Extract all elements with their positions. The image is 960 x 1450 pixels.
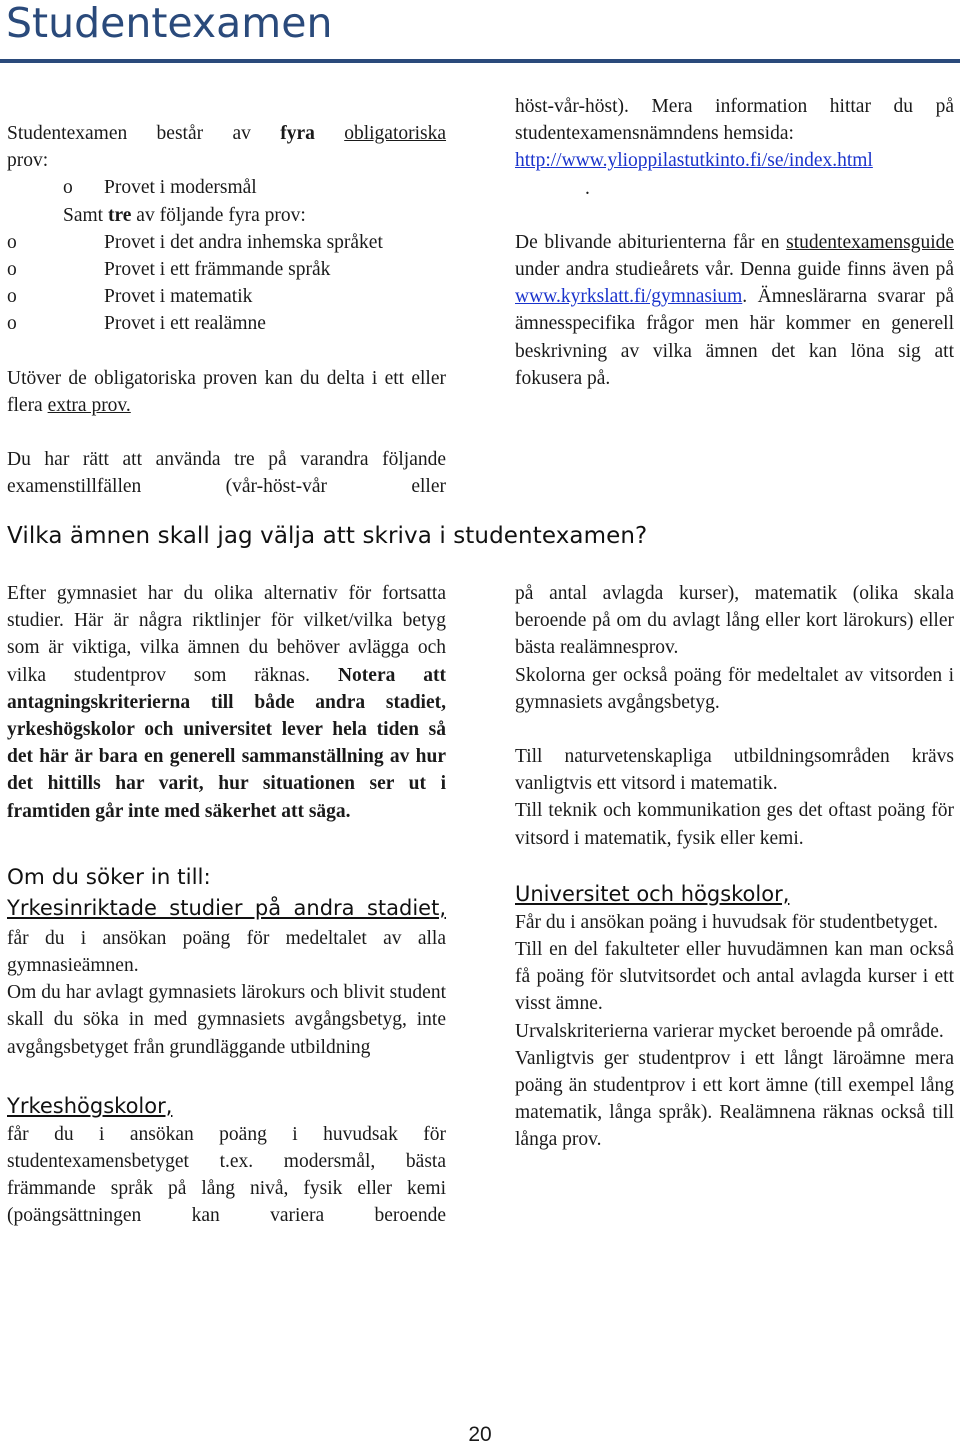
university-paragraph: Urvalskriterierna varierar mycket beroende på område. <box>515 1020 944 1042</box>
link-tail: . <box>585 177 590 199</box>
bullet-marker: o <box>7 313 17 335</box>
info-paragraph: höst-vår-höst). Mera information hittar du på studentexamensnämndens hemsida: <box>515 96 954 145</box>
intro-text: Studentexamen består av <box>7 123 251 144</box>
page-title: Studentexamen <box>6 0 333 47</box>
guide-paragraph <box>515 229 954 392</box>
list-item <box>7 229 446 256</box>
extra-exams-link[interactable]: extra prov. <box>47 394 131 416</box>
university-heading: Universitet och högskolor, <box>515 881 790 906</box>
vocational-paragraph: får du i ansökan poäng för medeltalet av alla gymnasieämnen. <box>7 927 446 977</box>
amk-paragraph: får du i ansökan poäng i huvudsak för studentexamensbetyget t.ex. modersmål, bästa främmande språk på lång nivå, fysik eller kemi (poängsättningen kan variera beroende <box>7 1123 446 1227</box>
list-item <box>7 310 446 337</box>
list-item-text: Provet i ett främmande språk <box>104 259 331 281</box>
bullet-marker: o <box>7 259 17 281</box>
university-paragraph: Till en del fakulteter eller huvudämnen kan man också få poäng för slutvitsordet och antal avlagda kurser i ett visst ämne. <box>515 939 954 1015</box>
choose-line <box>7 202 446 229</box>
vocational-heading: Yrkesinriktade studier på andra stadiet, <box>7 895 446 920</box>
school-website-link[interactable]: www.kyrkslatt.fi/gymnasium <box>515 286 743 308</box>
criteria-paragraph: Skolorna ger också poäng för medeltalet av vitsorden i gymnasiets avgångsbetyg. <box>515 664 954 713</box>
criteria-paragraph: på antal avlagda kurser), matematik (olika skala beroende på om du avlagt lång eller kort lärokurs) eller bästa realämnesprov. <box>515 583 954 659</box>
right-bottom-section <box>515 580 954 1154</box>
list-item-text: Provet i modersmål <box>104 177 257 199</box>
criteria-paragraph: Till naturvetenskapliga utbildningsområden krävs vanligtvis ett vitsord i matematik. <box>515 746 954 795</box>
rights-paragraph: Du har rätt att använda tre på varandra följande examenstillfällen (vår-höst-vår eller <box>7 449 446 498</box>
amk-heading: Yrkeshögskolor, <box>7 1093 173 1118</box>
choose-text-rest: av följande fyra prov: <box>136 204 306 226</box>
right-top-section <box>515 93 954 392</box>
list-item-text: Provet i matematik <box>104 286 253 308</box>
exam-board-link[interactable]: http://www.ylioppilastutkinto.fi/se/index.html <box>515 150 873 172</box>
guidelines-paragraph <box>7 580 446 825</box>
mandatory-link[interactable]: obligatoriska <box>344 123 447 144</box>
university-paragraph: Får du i ansökan poäng i huvudsak för studentbetyget. <box>515 911 938 933</box>
intro-line <box>7 120 446 147</box>
bullet-marker: o <box>7 231 17 253</box>
list-item-text: Provet i det andra inhemska språket <box>104 231 383 253</box>
guide-link[interactable]: studentexamensguide <box>786 231 955 253</box>
criteria-paragraph: Till teknik och kommunikation ges det oftast poäng för vitsord i matematik, fysik eller kemi. <box>515 800 954 849</box>
intro-bold-count: fyra <box>280 123 315 144</box>
intro-text-end: prov: <box>7 150 49 172</box>
guide-text-b: under andra studieårets vår. Denna guide finns även på <box>515 259 954 281</box>
page-number: 20 <box>468 1423 492 1446</box>
choose-text: Samt <box>63 204 104 226</box>
extra-exams-paragraph <box>7 365 446 419</box>
bullet-marker: o <box>63 177 73 199</box>
left-bottom-section <box>7 580 446 1230</box>
question-heading: Vilka ämnen skall jag välja att skriva i studentexamen? <box>7 523 648 549</box>
guide-text-c: . Ämneslärarna svarar på ämnesspecifika frågor men här kommer en generell beskrivning av vilka ämnen det kan löna sig att fokusera på. <box>515 286 954 389</box>
list-item-text: Provet i ett realämne <box>104 313 266 335</box>
guide-text: De blivande abiturienterna får en <box>515 231 780 253</box>
choose-bold: tre <box>107 204 132 226</box>
list-item <box>7 174 446 201</box>
bullet-marker: o <box>7 286 17 308</box>
guidelines-text: Efter gymnasiet har du olika alternativ för fortsatta studier. Här är några riktlinjer för vilket/vilka betyg som är viktiga, vilka ämnen du behöver avlägga och vilka studentprov som räknas. <box>7 583 446 686</box>
extra-text: Utöver de obligatoriska proven kan du delta i ett eller flera <box>7 367 446 416</box>
list-item <box>7 256 446 283</box>
vocational-paragraph: Om du har avlagt gymnasiets lärokurs och blivit student skall du söka in med gymnasiets avgångsbetyg, inte avgångsbetyget från grundläggande utbildning <box>7 982 446 1058</box>
list-item <box>7 283 446 310</box>
university-paragraph: Vanligtvis ger studentprov i ett långt läroämne mera poäng än studentprov i ett kort ämne (till exempel lång matematik, långa språk). Realämnena räknas också till långa prov. <box>515 1047 954 1151</box>
intro-section <box>7 120 446 500</box>
apply-heading: Om du söker in till: <box>7 864 211 890</box>
title-rule <box>0 59 960 63</box>
guidelines-note: Notera att antagningskriterierna till både andra stadiet, yrkeshögskolor och universitet lever hela tiden så det här är bara en generell sammanställning av hur det hittills har varit, hur situationen ser ut i framtiden går inte med säkerhet att säga. <box>7 664 446 822</box>
